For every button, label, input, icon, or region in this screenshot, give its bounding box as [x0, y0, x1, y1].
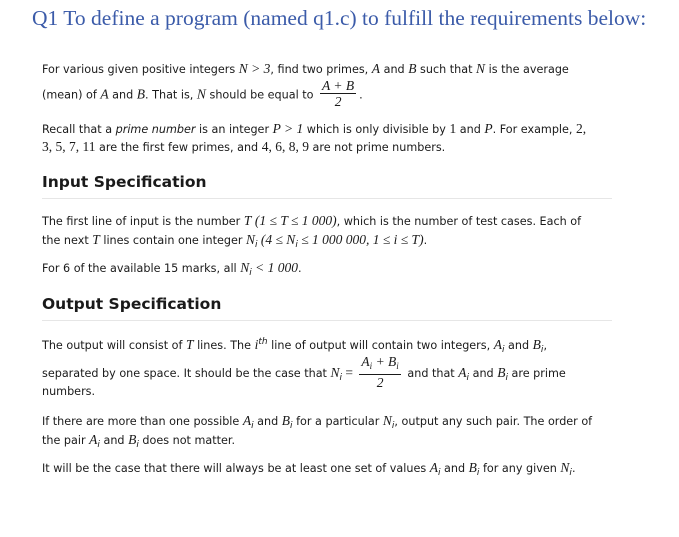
- output-line-5: the pair $A_i$ and $B_i$ does not matter.: [42, 432, 236, 450]
- divider: [42, 320, 612, 321]
- input-line-2: the next T lines contain one integer $N_i$ ($4 \le N_i \le 1$ 000 000, 1 ≤ i ≤ T).: [42, 232, 428, 250]
- intro-line-1: For various given positive integers N > 3, find two primes, A and B such that N is the average: [42, 61, 569, 76]
- input-line-3: For 6 of the available 15 marks, all $N_i < 1$ 000.: [42, 260, 302, 278]
- input-line-1: The first line of input is the number T (1 ≤ T ≤ 1 000), which is the number of test cases. Each of: [42, 213, 582, 228]
- output-line-2: separated by one space. It should be the case that $N_i$ = $\frac{A_i + B_i}{2}$ and that $A_i$ and $B_i$ are prime: [42, 354, 566, 390]
- output-line-3: numbers.: [42, 385, 96, 398]
- output-line-6: It will be the case that there will always be at least one set of values $A_i$ and $B_i$ for any given $N_i$.: [42, 460, 576, 478]
- recall-line-2: 3, 5, 7, 11 are the first few primes, and 4, 6, 8, 9 are not prime numbers.: [42, 139, 446, 154]
- output-line-1: The output will consist of T lines. The $i^{th}$ line of output will contain two integers, $A_i$ and $B_i$,: [42, 337, 547, 355]
- recall-line-1: Recall that a prime number is an integer P > 1 which is only divisible by 1 and P. For example, 2,: [42, 121, 587, 136]
- output-spec-heading: Output Specification: [42, 295, 222, 313]
- average-fraction: $\frac{A + B}{2}$: [322, 78, 355, 109]
- input-spec-heading: Input Specification: [42, 173, 207, 191]
- divider: [42, 198, 612, 199]
- page-title: Q1 To define a program (named q1.c) to fulfill the requirements below:: [32, 6, 647, 30]
- intro-line-2: (mean) of A and B. That is, N should be equal to $\frac{A + B}{2}$ .: [42, 78, 363, 109]
- output-line-4: If there are more than one possible $A_i$ and $B_i$ for a particular $N_i$, output any such pair. The order of: [42, 413, 593, 431]
- output-fraction: $\frac{A_i + B_i}{2}$: [361, 354, 399, 390]
